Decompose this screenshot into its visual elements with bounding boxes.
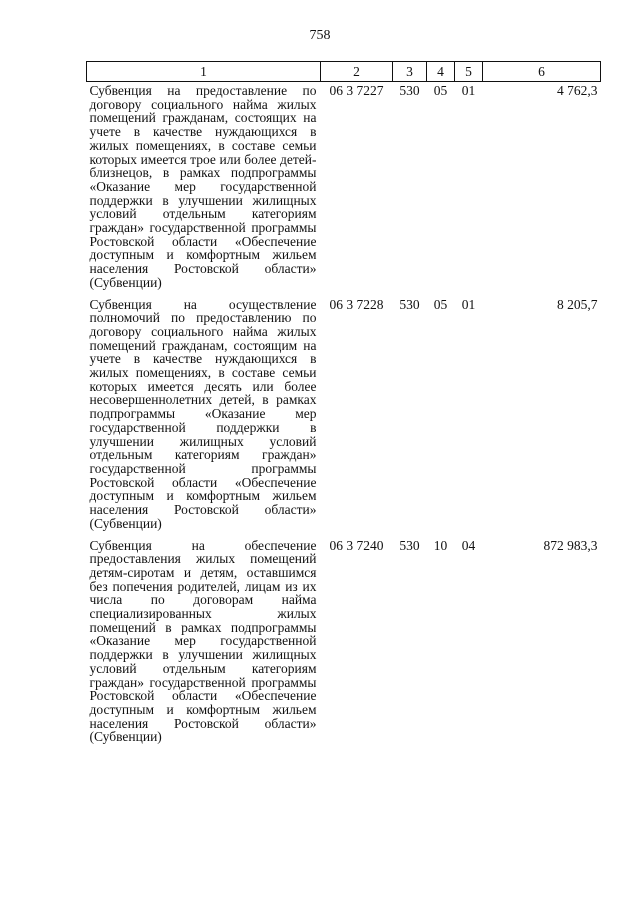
row-amount: 8 205,7 — [557, 296, 598, 312]
row-description: Субвенция на осуществление полномочий по предоставлению по договору социального найма жилых помещений гражданам, состоящим на учете в качестве нуждающихся в жилых помещениях, в составе семьи которых имеется десять или более несовершеннолетних детей, в рамках подпрограммы «Оказание мер государственной поддержки в улучшении жилищных условий отдельным категориям граждан» государственной программы Ростовской области «Обеспечение доступным и комфортным жильем населения Ростовской области» (Субвенции) — [89, 296, 317, 531]
row-description: Субвенция на предоставление по договору социального найма жилых помещений гражданам, состоящих на учете в качестве нуждающихся в жилых помещениях, в составе семьи которых имеется трое или более детей-близнецов, в рамках подпрограммы «Оказание мер государственной поддержки в улучшении жилищных условий отдельным категориям граждан» государственной программы Ростовской области «Обеспечение доступным и комфортным жильем населения Ростовской области» (Субвенции) — [89, 83, 317, 290]
row-expense-type: 530 — [399, 537, 420, 553]
table-header — [87, 62, 601, 82]
column-header-5: 5 — [455, 62, 483, 82]
row-subsection: 01 — [461, 296, 476, 312]
row-section: 10 — [433, 537, 448, 553]
row-description: Субвенция на обеспечение предоставления жилых помещений детям-сиротам и детям, оставшимся без попечения родителей, лицам из их числа по договорам найма специализированных жилых помещений в рамках подпрограммы «Оказание мер государственной поддержки в улучшении жилищных условий отдельным категориям граждан» государственной программы Ростовской области «Обеспечение доступным и комфортным жильем населения Ростовской области» (Субвенции) — [89, 537, 317, 745]
row-target-code: 06 3 7240 — [329, 537, 384, 553]
row-target-code: 06 3 7228 — [329, 296, 384, 312]
budget-table — [86, 61, 601, 750]
page-number: 758 — [309, 28, 331, 43]
row-section: 05 — [433, 296, 448, 312]
column-header-1: 1 — [87, 62, 321, 82]
column-header-2: 2 — [321, 62, 393, 82]
table-row — [87, 537, 601, 751]
row-section: 05 — [433, 83, 448, 98]
row-subsection: 04 — [461, 537, 476, 553]
column-header-6: 6 — [483, 62, 601, 82]
table-row — [87, 82, 601, 296]
row-subsection: 01 — [461, 83, 476, 98]
row-amount: 4 762,3 — [557, 83, 598, 98]
column-header-3: 3 — [393, 62, 427, 82]
row-target-code: 06 3 7227 — [329, 83, 384, 98]
row-amount: 872 983,3 — [543, 537, 598, 553]
column-header-4: 4 — [427, 62, 455, 82]
row-expense-type: 530 — [399, 83, 420, 98]
table-row — [87, 296, 601, 537]
row-expense-type: 530 — [399, 296, 420, 312]
